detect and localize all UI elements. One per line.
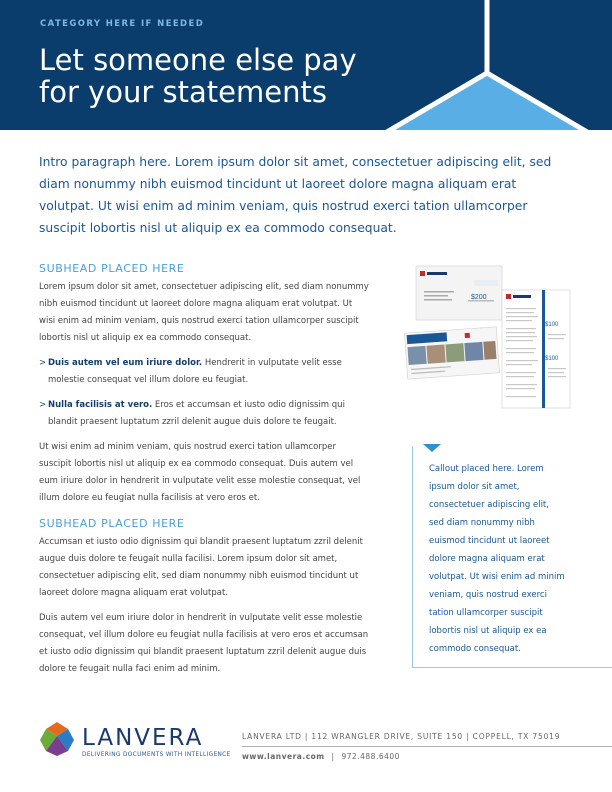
price-100-b: $100 bbox=[545, 356, 559, 362]
bullet-item bbox=[39, 355, 369, 389]
page-title: Let someone else pay for your statements bbox=[39, 43, 357, 109]
footer-contact bbox=[242, 752, 400, 761]
category-label: CATEGORY HERE IF NEEDED bbox=[40, 19, 205, 29]
section-2-subhead: SUBHEAD PLACED HERE bbox=[39, 517, 185, 530]
bullet-text: Hendrerit in vulputate velit esse molestie consequat vel illum dolore eu feugiat. bbox=[48, 358, 342, 385]
price-200: $200 bbox=[471, 294, 487, 301]
price-100-a: $100 bbox=[545, 322, 559, 328]
header-triangle bbox=[390, 73, 584, 130]
lanvera-logo-icon bbox=[38, 720, 76, 758]
section-1-subhead: SUBHEAD PLACED HERE bbox=[39, 262, 185, 275]
bullet-marker: > bbox=[39, 400, 47, 410]
bullet-bold: Nulla facilisis at vero. bbox=[48, 400, 153, 410]
callout-box bbox=[412, 446, 612, 668]
section-2-paragraph-1: Accumsan et iusto odio dignissim qui blandit praesent luptatum zzril delenit augue duis dolore te feugait nulla facilisi. Lorem ipsum dolor sit amet, consectetuer adipiscing elit, sed diam nonummy nibh euismod tincidunt ut laoreet dolore magna aliquam erat volutpat. bbox=[39, 537, 363, 598]
footer-address: LANVERA LTD | 112 WRANGLER DRIVE, SUITE 150 | COPPELL, TX 75019 bbox=[242, 732, 561, 741]
intro-paragraph: Intro paragraph here. Lorem ipsum dolor sit amet, consectetuer adipiscing elit, sed diam nonummy nibh euismod tincidunt ut laoreet dolore magna aliquam erat volutpat. Ut wisi enim ad minim veniam, quis nostrud exerci tation ullamcorper suscipit lobortis nisl ut aliquip ex ea commodo consequat. bbox=[39, 155, 552, 235]
callout-text: Callout placed here. Lorem ipsum dolor sit amet, consectetuer adipiscing elit, sed diam nonummy nibh euismod tincidunt ut laoreet dolore magna aliquam erat volutpat. Ut wisi enim ad minim veniam, quis nostrud exerci tation ullamcorper suscipit lobortis nisl ut aliquip ex ea commodo consequat. bbox=[429, 464, 565, 654]
bullet-marker: > bbox=[39, 358, 47, 368]
section-2-paragraph-2: Duis autem vel eum iriure dolor in hendrerit in vulputate velit esse molestie consequat, vel illum dolore eu feugiat nulla facilisis at vero eros et accumsan et iusto odio dignissim qui blandit praesent luptatum zzril delenit augue duis dolore te feugait nulla faci enim ad minim. bbox=[39, 613, 369, 674]
section-1-paragraph-2: Ut wisi enim ad minim veniam, quis nostrud exerci tation ullamcorper suscipit lobortis nisl ut aliquip ex ea commodo consequat. Duis autem vel eum iriure dolor in hendrerit in vulputate velit esse molestie consequat, vel illum dolore eu feugiat nulla facilisis at vero eros et. bbox=[39, 442, 361, 503]
bullet-bold: Duis autem vel eum iriure dolor. bbox=[48, 358, 203, 368]
footer-phone: 972.488.6400 bbox=[341, 752, 400, 761]
footer-separator: | bbox=[331, 752, 335, 761]
section-1-paragraph-1: Lorem ipsum dolor sit amet, consectetuer adipiscing elit, sed diam nonummy nibh euismod tincidunt ut laoreet dolore magna aliquam erat volutpat. Ut wisi enim ad minim veniam, quis nostrud exerci tation ullamcorper suscipit lobortis nisl ut aliquip ex ea commodo consequat. bbox=[39, 282, 369, 343]
mockup-illustration bbox=[404, 258, 584, 418]
logo-wordmark: LANVERA bbox=[82, 725, 204, 751]
statement-mockups-image bbox=[404, 258, 584, 418]
footer-divider bbox=[242, 746, 612, 747]
callout-notch bbox=[423, 444, 441, 452]
logo-tagline: DELIVERING DOCUMENTS WITH INTELLIGENCE bbox=[82, 752, 231, 758]
section-2 bbox=[39, 517, 369, 678]
bullet-item bbox=[39, 397, 369, 431]
footer-website[interactable]: www.lanvera.com bbox=[242, 752, 325, 761]
section-1 bbox=[39, 262, 369, 507]
bullet-text: Eros et accumsan et iusto odio dignissim qui blandit praesent luptatum zzril delenit augue duis dolore te feugait. bbox=[48, 400, 345, 427]
header-banner bbox=[0, 0, 612, 130]
